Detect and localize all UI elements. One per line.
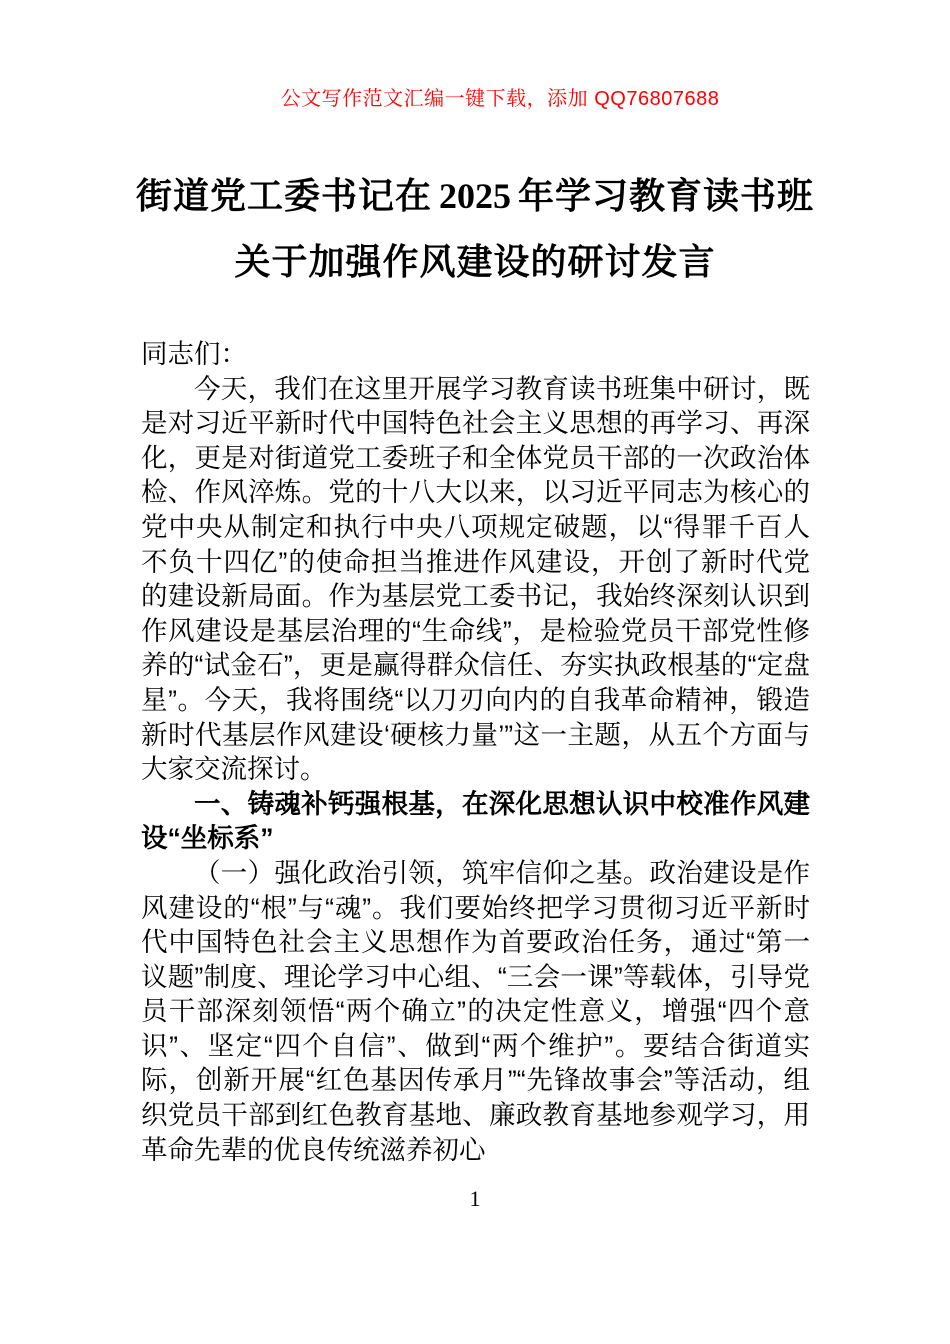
page-number: 1 (469, 1186, 481, 1211)
paragraph-intro: 今天，我们在这里开展学习教育读书班集中研讨，既是对习近平新时代中国特色社会主义思想的再学习、再深化，更是对街道党工委班子和全体党员干部的一次政治体检、作风淬炼。党的十八大以来，以习近平同志为核心的党中央从制定和执行中央八项规定破题，以“得罪千百人不负十四亿”的使命担当推进作风建设，开创了新时代党的建设新局面。作为基层党工委书记，我始终深刻认识到作风建设是基层治理的“生命线”，是检验党员干部党性修养的“试金石”，更是赢得群众信任、夯实执政根基的“定盘星”。今天，我将围绕“以刀刃向内的自我革命精神，锻造新时代基层作风建设‘硬核力量’”这一主题，从五个方面与大家交流探讨。 (141, 373, 810, 785)
title-line-1 (0, 163, 950, 229)
document-body (141, 337, 810, 1167)
document-title (0, 163, 950, 295)
header-notice: 公文写作范文汇编一键下载，添加 QQ76807688 (280, 88, 720, 110)
title-line-2: 关于加强作风建设的研讨发言 (234, 241, 716, 282)
paragraph-section-1-1: （一）强化政治引领，筑牢信仰之基。政治建设是作风建设的“根”与“魂”。我们要始终把学习贯彻习近平新时代中国特色社会主义思想作为首要政治任务，通过“第一议题”制度、理论学习中心组、“三会一课”等载体，引导党员干部深刻领悟“两个确立”的决定性意义，增强“四个意识”、坚定“四个自信”、做到“两个维护”。要结合街道实际，创新开展“红色基因传承月”“先锋故事会”等活动，组织党员干部到红色教育基地、廉政教育基地参观学习，用革命先辈的优良传统滋养初心 (141, 857, 810, 1165)
section-heading-1: 一、铸魂补钙强根基，在深化思想认识中校准作风建设“坐标系” (141, 788, 810, 854)
title-line-1-prefix: 街道党工委书记在 (135, 175, 432, 216)
title-line-1-suffix: 年学习教育读书班 (518, 175, 815, 216)
title-year: 2025 (439, 176, 511, 216)
salutation: 同志们： (141, 339, 247, 369)
